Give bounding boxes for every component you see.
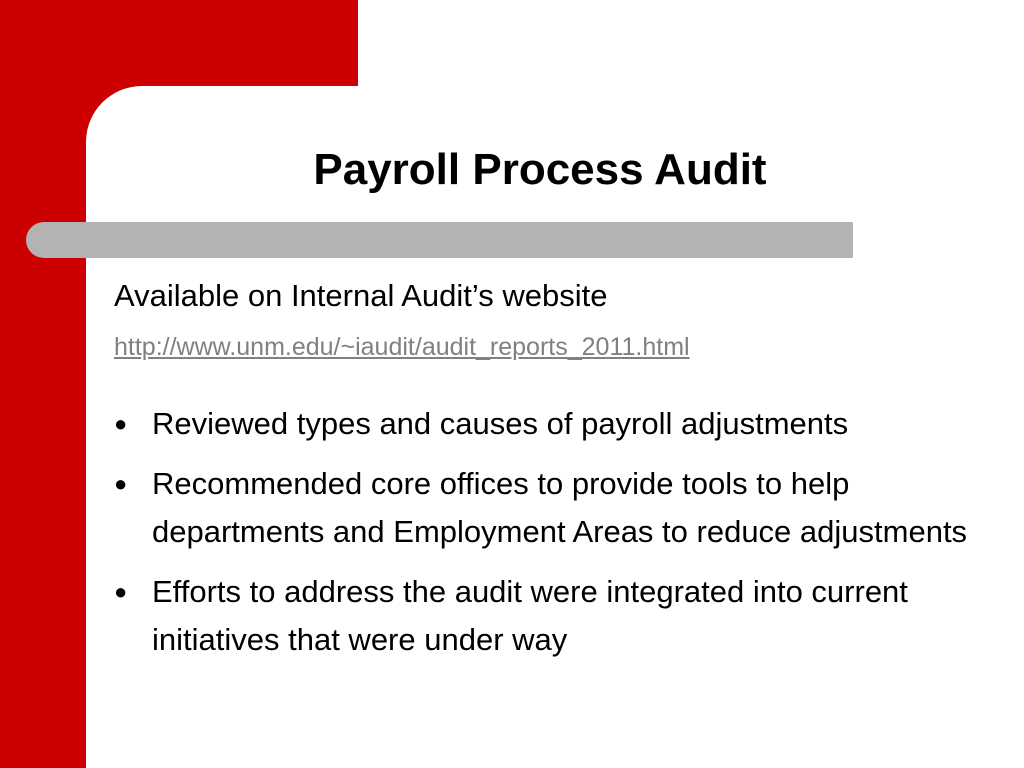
bullet-text: Recommended core offices to provide tools to help departments and Employment Areas to reduce adjustments: [152, 466, 968, 549]
bullet-icon: ●: [114, 579, 128, 604]
bullet-item: [114, 460, 984, 556]
bullet-icon: ●: [114, 411, 128, 436]
bullet-item: [114, 568, 984, 664]
slide-title: Payroll Process Audit: [313, 145, 767, 194]
bullet-text: Reviewed types and causes of payroll adjustments: [152, 406, 849, 441]
bullet-list: [114, 400, 984, 676]
bullet-item: [114, 400, 984, 448]
subheading: Available on Internal Audit’s website: [114, 278, 608, 313]
title-divider-bar: [26, 222, 853, 258]
audit-reports-link[interactable]: http://www.unm.edu/~iaudit/audit_reports_2011.html: [114, 333, 690, 361]
bullet-text: Efforts to address the audit were integrated into current initiatives that were under way: [152, 574, 908, 657]
bullet-icon: ●: [114, 471, 128, 496]
